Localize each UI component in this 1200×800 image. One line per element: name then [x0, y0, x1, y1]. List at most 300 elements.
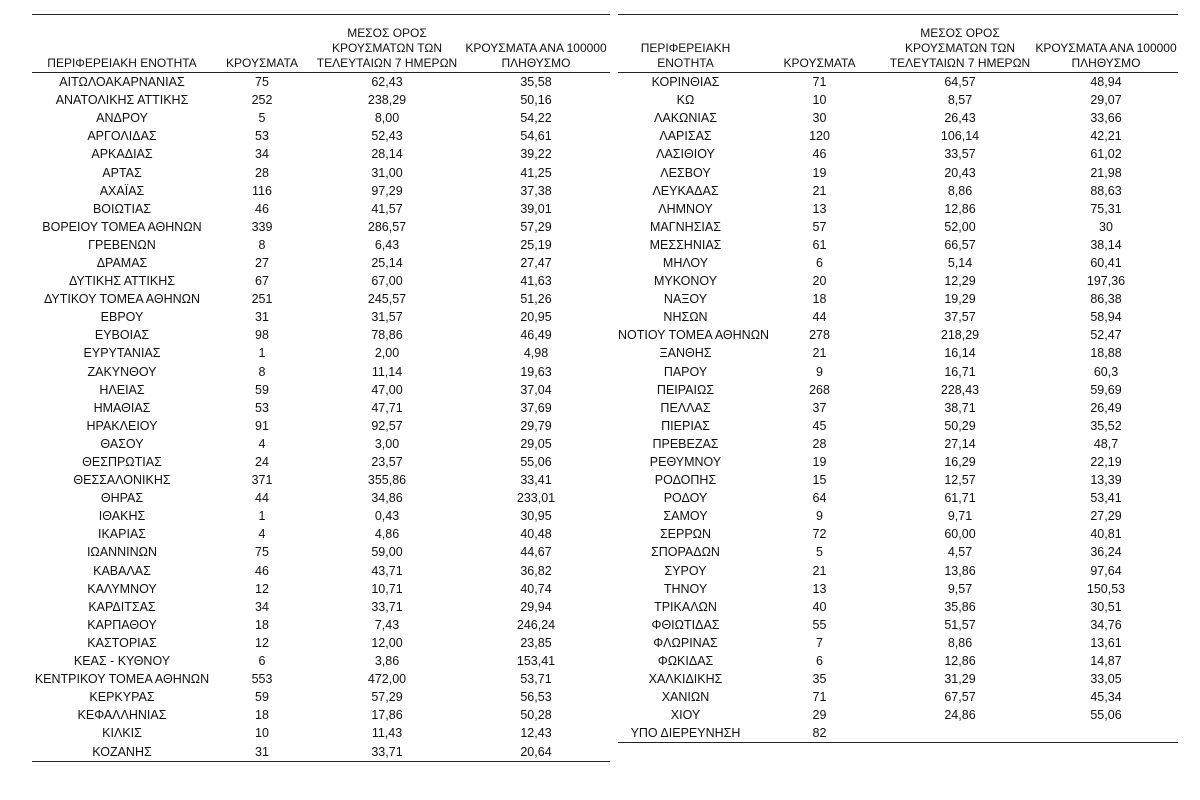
cell-per100k: 33,66 — [1090, 111, 1122, 126]
cell-region: ΜΕΣΣΗΝΙΑΣ — [649, 237, 722, 252]
cell-avg7: 12,86 — [944, 654, 976, 669]
cell-avg7: 8,57 — [947, 93, 973, 108]
cell-per100k: 57,29 — [520, 219, 552, 234]
table-row — [618, 73, 1178, 91]
table-row — [32, 688, 610, 706]
cell-region: ΖΑΚΥΝΘΟΥ — [87, 364, 157, 379]
cell-per100k: 97,64 — [1090, 563, 1122, 578]
table-row — [618, 91, 1178, 109]
cell-cases: 29 — [812, 708, 827, 723]
table-row — [618, 507, 1178, 525]
cell-avg7: 61,71 — [944, 491, 976, 506]
header-cases: ΚΡΟΥΣΜΑΤΑ — [783, 56, 856, 70]
cell-per100k: 13,61 — [1090, 635, 1122, 650]
cell-avg7: 66,57 — [944, 237, 976, 252]
cell-cases: 1 — [258, 346, 266, 361]
table-row — [32, 91, 610, 109]
cell-region: ΛΑΡΙΣΑΣ — [659, 129, 712, 144]
cell-region: ΑΡΚΑΔΙΑΣ — [91, 147, 153, 162]
cell-per100k: 60,3 — [1093, 364, 1119, 379]
table-body — [618, 73, 1178, 742]
table-body — [32, 73, 610, 761]
cell-per100k: 13,39 — [1090, 473, 1122, 488]
cell-per100k: 37,04 — [520, 382, 552, 397]
cell-avg7: 5,14 — [947, 255, 973, 270]
cell-per100k: 59,69 — [1090, 382, 1122, 397]
table-row — [618, 652, 1178, 670]
cell-avg7: 59,00 — [371, 545, 403, 560]
cell-avg7: 3,86 — [374, 654, 400, 669]
table-row — [32, 525, 610, 543]
cell-avg7: 6,43 — [374, 237, 400, 252]
cell-region: ΕΒΡΟΥ — [100, 310, 144, 325]
cell-per100k: 41,25 — [520, 165, 552, 180]
cell-per100k: 40,48 — [520, 527, 552, 542]
cell-cases: 40 — [812, 599, 827, 614]
cell-region: ΚΑΒΑΛΑΣ — [93, 563, 151, 578]
cell-region: ΒΟΙΩΤΙΑΣ — [92, 201, 152, 216]
cell-cases: 21 — [812, 346, 827, 361]
cell-cases: 34 — [255, 599, 269, 614]
cell-region: ΚΕΡΚΥΡΑΣ — [89, 690, 155, 705]
cell-per100k: 27,29 — [1090, 509, 1122, 524]
table-header — [618, 15, 1178, 73]
cell-cases: 6 — [816, 654, 823, 669]
cell-avg7: 218,29 — [940, 328, 980, 343]
table-row — [618, 525, 1178, 543]
cell-avg7: 12,57 — [944, 473, 976, 488]
cell-per100k: 37,69 — [520, 400, 552, 415]
cell-cases: 12 — [255, 635, 269, 650]
table-row — [618, 489, 1178, 507]
left-table — [32, 14, 610, 762]
cell-avg7: 17,86 — [371, 708, 403, 723]
cell-region: ΑΡΤΑΣ — [102, 165, 142, 180]
cell-avg7: 4,57 — [947, 545, 973, 560]
cell-per100k: 55,06 — [1090, 708, 1122, 723]
cell-per100k: 55,06 — [520, 455, 552, 470]
cell-cases: 75 — [255, 545, 269, 560]
table-row — [618, 272, 1178, 290]
cell-region: ΘΑΣΟΥ — [100, 436, 144, 451]
cell-region: ΡΟΔΟΥ — [663, 491, 708, 506]
cell-region: ΘΗΡΑΣ — [100, 491, 144, 506]
cell-region: ΚΙΛΚΙΣ — [102, 726, 142, 741]
cell-cases: 8 — [258, 364, 266, 379]
cell-region: ΛΑΚΩΝΙΑΣ — [654, 111, 717, 126]
cell-per100k: 52,47 — [1090, 328, 1122, 343]
cell-cases: 21 — [812, 183, 827, 198]
table-row — [32, 706, 610, 724]
table-row — [618, 308, 1178, 326]
cell-avg7: 43,71 — [371, 563, 403, 578]
table-row — [32, 435, 610, 453]
cell-region: ΠΕΙΡΑΙΩΣ — [656, 382, 715, 397]
cell-avg7: 355,86 — [367, 473, 407, 488]
cell-cases: 31 — [255, 744, 269, 759]
cell-region: ΑΧΑΪΑΣ — [99, 183, 145, 198]
cell-avg7: 47,71 — [371, 400, 403, 415]
cell-per100k: 29,05 — [520, 436, 552, 451]
cell-cases: 27 — [255, 255, 269, 270]
cell-cases: 55 — [812, 617, 827, 632]
cell-cases: 91 — [255, 418, 269, 433]
header-per100k: ΚΡΟΥΣΜΑΤΑ ΑΝΑ 100000 ΠΛΗΘΥΣΜΟ — [465, 41, 607, 70]
cell-per100k: 27,47 — [520, 255, 552, 270]
cell-region: ΣΥΡΟΥ — [664, 563, 707, 578]
table-row — [618, 290, 1178, 308]
cell-cases: 339 — [251, 219, 273, 234]
cell-region: ΤΗΝΟΥ — [663, 581, 708, 596]
table-row — [618, 453, 1178, 471]
cell-avg7: 0,43 — [374, 509, 400, 524]
cell-per100k: 75,31 — [1090, 201, 1122, 216]
cell-cases: 13 — [812, 581, 827, 596]
table-row — [32, 417, 610, 435]
cell-region: ΦΩΚΙΔΑΣ — [657, 654, 714, 669]
cell-avg7: 50,29 — [944, 418, 976, 433]
header-per100k: ΚΡΟΥΣΜΑΤΑ ΑΝΑ 100000 ΠΛΗΘΥΣΜΟ — [1035, 41, 1177, 70]
cell-cases: 59 — [255, 382, 269, 397]
cell-cases: 9 — [816, 509, 823, 524]
cell-avg7: 37,57 — [944, 310, 976, 325]
cell-avg7: 16,71 — [944, 364, 976, 379]
cell-per100k: 50,28 — [520, 708, 552, 723]
cell-per100k: 4,98 — [523, 346, 549, 361]
cell-cases: 34 — [255, 147, 269, 162]
cell-cases: 1 — [258, 509, 266, 524]
table-row — [618, 580, 1178, 598]
cell-cases: 19 — [812, 165, 827, 180]
cell-region: ΜΑΓΝΗΣΙΑΣ — [650, 219, 721, 234]
cell-region: ΝΗΣΩΝ — [663, 310, 708, 325]
cell-region: ΔΡΑΜΑΣ — [96, 255, 148, 270]
table-row — [32, 290, 610, 308]
cell-region: ΛΗΜΝΟΥ — [658, 201, 713, 216]
cell-avg7: 12,86 — [944, 201, 976, 216]
table-row — [618, 381, 1178, 399]
cell-avg7: 8,86 — [947, 183, 973, 198]
table-row — [618, 344, 1178, 362]
cell-avg7: 20,43 — [944, 165, 976, 180]
cell-per100k: 50,16 — [520, 93, 552, 108]
cell-per100k: 40,74 — [520, 581, 552, 596]
cell-per100k: 41,63 — [520, 274, 552, 289]
cell-avg7: 33,57 — [944, 147, 976, 162]
table-row — [32, 182, 610, 200]
cell-avg7: 23,57 — [371, 455, 403, 470]
cell-region: ΦΘΙΩΤΙΔΑΣ — [651, 617, 720, 632]
cell-region: ΦΛΩΡΙΝΑΣ — [653, 635, 718, 650]
table-row — [32, 163, 610, 181]
cell-cases: 553 — [251, 672, 273, 687]
table-row — [618, 163, 1178, 181]
table-row — [618, 399, 1178, 417]
table-row — [32, 73, 610, 91]
cell-per100k: 46,49 — [520, 328, 552, 343]
cell-region: ΠΕΛΛΑΣ — [660, 400, 711, 415]
cell-per100k: 34,76 — [1090, 617, 1122, 632]
table-row — [32, 272, 610, 290]
cell-avg7: 8,00 — [374, 111, 400, 126]
table-row — [32, 236, 610, 254]
cell-per100k: 42,21 — [1090, 129, 1122, 144]
cell-cases: 4 — [258, 436, 266, 451]
cell-per100k: 40,81 — [1090, 527, 1122, 542]
table-row — [32, 489, 610, 507]
cell-cases: 53 — [255, 400, 269, 415]
cell-cases: 9 — [816, 364, 823, 379]
cell-avg7: 31,57 — [371, 310, 403, 325]
cell-per100k: 48,7 — [1093, 436, 1119, 451]
cell-region: ΗΛΕΙΑΣ — [99, 382, 145, 397]
cell-per100k: 21,98 — [1090, 165, 1122, 180]
cell-cases: 44 — [255, 491, 269, 506]
cell-cases: 28 — [255, 165, 269, 180]
cell-region: ΞΑΝΘΗΣ — [659, 346, 712, 361]
table-row — [618, 182, 1178, 200]
cell-region: ΗΜΑΘΙΑΣ — [93, 400, 151, 415]
table-row — [32, 254, 610, 272]
table-row — [618, 254, 1178, 272]
cell-avg7: 33,71 — [371, 599, 403, 614]
table-row — [32, 634, 610, 652]
cell-region: ΓΡΕΒΕΝΩΝ — [88, 237, 156, 252]
cell-per100k: 26,49 — [1090, 400, 1122, 415]
cell-cases: 31 — [255, 310, 269, 325]
table-row — [618, 326, 1178, 344]
cell-region: ΚΕΦΑΛΛΗΝΙΑΣ — [77, 708, 167, 723]
cell-per100k: 23,85 — [520, 635, 552, 650]
cell-avg7: 4,86 — [374, 527, 400, 542]
cell-per100k: 246,24 — [516, 617, 556, 632]
cell-cases: 28 — [812, 436, 827, 451]
cell-cases: 13 — [812, 201, 827, 216]
cell-per100k: 20,95 — [520, 310, 552, 325]
table-row — [32, 724, 610, 742]
cell-cases: 30 — [812, 111, 827, 126]
table-row — [32, 507, 610, 525]
table-row — [618, 670, 1178, 688]
cell-per100k: 197,36 — [1086, 274, 1126, 289]
table-row — [618, 200, 1178, 218]
cell-per100k: 61,02 — [1090, 147, 1122, 162]
cell-avg7: 97,29 — [371, 183, 403, 198]
cell-cases: 10 — [255, 726, 269, 741]
header-region: ΠΕΡΙΦΕΡΕΙΑΚΗ ΕΝΟΤΗΤΑ — [47, 56, 197, 70]
cell-region: ΘΕΣΣΑΛΟΝΙΚΗΣ — [73, 473, 171, 488]
cell-region: ΛΕΣΒΟΥ — [660, 165, 711, 180]
cell-avg7: 33,71 — [371, 744, 403, 759]
cell-avg7: 9,71 — [947, 509, 973, 524]
cell-cases: 15 — [812, 473, 827, 488]
cell-avg7: 78,86 — [371, 328, 403, 343]
cell-region: ΣΕΡΡΩΝ — [659, 527, 712, 542]
cell-region: ΙΘΑΚΗΣ — [98, 509, 146, 524]
table-row — [32, 363, 610, 381]
cell-avg7: 57,29 — [371, 690, 403, 705]
table-row — [618, 634, 1178, 652]
cell-avg7: 7,43 — [374, 617, 400, 632]
table-row — [618, 417, 1178, 435]
cell-region: ΤΡΙΚΑΛΩΝ — [654, 599, 717, 614]
table-row — [32, 670, 610, 688]
cell-per100k: 39,01 — [520, 201, 552, 216]
cell-region: ΛΑΣΙΘΙΟΥ — [656, 147, 715, 162]
cell-region: ΚΟΖΑΝΗΣ — [92, 744, 152, 759]
cell-per100k: 88,63 — [1090, 183, 1122, 198]
cell-cases: 46 — [812, 147, 827, 162]
cell-avg7: 52,43 — [371, 129, 403, 144]
cell-avg7: 16,14 — [944, 346, 976, 361]
table-row — [32, 742, 610, 760]
header-avg7: ΜΕΣΟΣ ΟΡΟΣ ΚΡΟΥΣΜΑΤΩΝ ΤΩΝ ΤΕΛΕΥΤΑΙΩΝ 7 ΗΜΕΡΩΝ — [889, 26, 1031, 70]
cell-region: ΚΑΡΔΙΤΣΑΣ — [88, 599, 156, 614]
cell-avg7: 25,14 — [371, 255, 403, 270]
cell-region: ΚΕΑΣ - ΚΥΘΝΟΥ — [73, 654, 171, 669]
cell-cases: 268 — [809, 382, 830, 397]
cell-cases: 61 — [812, 237, 827, 252]
table-row — [32, 218, 610, 236]
cell-per100k: 33,41 — [520, 473, 552, 488]
cell-cases: 67 — [255, 274, 269, 289]
cell-cases: 44 — [812, 310, 827, 325]
cell-avg7: 38,71 — [944, 400, 976, 415]
table-row — [32, 580, 610, 598]
cell-cases: 10 — [812, 93, 827, 108]
cell-per100k: 19,63 — [520, 364, 552, 379]
cell-avg7: 28,14 — [371, 147, 403, 162]
cell-avg7: 47,00 — [371, 382, 403, 397]
cell-cases: 35 — [812, 672, 827, 687]
cell-cases: 6 — [816, 255, 823, 270]
cell-avg7: 3,00 — [374, 436, 400, 451]
cell-avg7: 67,00 — [371, 274, 403, 289]
cell-avg7: 31,29 — [944, 672, 976, 687]
cell-avg7: 27,14 — [944, 436, 976, 451]
cell-per100k: 86,38 — [1090, 292, 1122, 307]
cell-region: ΑΡΓΟΛΙΔΑΣ — [87, 129, 157, 144]
cell-region: ΙΚΑΡΙΑΣ — [97, 527, 147, 542]
table-row — [32, 308, 610, 326]
cell-region: ΛΕΥΚΑΔΑΣ — [652, 183, 719, 198]
cell-per100k: 35,58 — [520, 75, 552, 90]
cell-cases: 82 — [812, 726, 827, 741]
table-row — [618, 236, 1178, 254]
table-row — [32, 562, 610, 580]
table-row — [618, 127, 1178, 145]
cell-per100k: 233,01 — [516, 491, 556, 506]
cell-region: ΚΑΛΥΜΝΟΥ — [87, 581, 157, 596]
table-row — [618, 218, 1178, 236]
cell-per100k: 45,34 — [1090, 690, 1122, 705]
cell-avg7: 12,29 — [944, 274, 976, 289]
cell-region: ΝΑΞΟΥ — [663, 292, 708, 307]
cell-region: ΥΠΟ ΔΙΕΡΕΥΝΗΣΗ — [630, 726, 741, 741]
cell-avg7: 26,43 — [944, 111, 976, 126]
cell-region: ΕΥΒΟΙΑΣ — [94, 328, 150, 343]
cell-per100k: 33,05 — [1090, 672, 1122, 687]
cell-per100k: 39,22 — [520, 147, 552, 162]
table-row — [32, 471, 610, 489]
cell-cases: 7 — [816, 635, 823, 650]
cell-region: ΒΟΡΕΙΟΥ ΤΟΜΕΑ ΑΘΗΝΩΝ — [42, 219, 202, 234]
cell-cases: 278 — [809, 328, 830, 343]
cell-region: ΚΩ — [676, 93, 695, 108]
cell-per100k: 51,26 — [520, 292, 552, 307]
cell-per100k: 53,41 — [1090, 491, 1122, 506]
cell-per100k: 25,19 — [520, 237, 552, 252]
cell-cases: 71 — [812, 690, 827, 705]
cell-avg7: 67,57 — [944, 690, 976, 705]
cell-per100k: 12,43 — [520, 726, 552, 741]
table-row — [32, 109, 610, 127]
cell-per100k: 29,07 — [1090, 93, 1122, 108]
cell-avg7: 31,00 — [371, 165, 403, 180]
cell-avg7: 11,14 — [371, 364, 403, 379]
cell-region: ΧΑΝΙΩΝ — [661, 690, 710, 705]
cell-region: ΣΑΜΟΥ — [663, 509, 708, 524]
cell-cases: 72 — [812, 527, 827, 542]
cell-avg7: 9,57 — [947, 581, 973, 596]
cell-cases: 57 — [812, 219, 827, 234]
table-row — [32, 127, 610, 145]
cell-cases: 46 — [255, 201, 269, 216]
cell-avg7: 10,71 — [371, 581, 403, 596]
cell-avg7: 238,29 — [367, 93, 407, 108]
cell-avg7: 52,00 — [944, 219, 976, 234]
cell-per100k: 18,88 — [1090, 346, 1122, 361]
cell-cases: 98 — [255, 328, 269, 343]
table-row — [32, 344, 610, 362]
cell-cases: 46 — [255, 563, 269, 578]
cell-region: ΔΥΤΙΚΗΣ ΑΤΤΙΚΗΣ — [69, 274, 175, 289]
cell-avg7: 13,86 — [944, 563, 976, 578]
cell-avg7: 35,86 — [944, 599, 976, 614]
cell-per100k: 58,94 — [1090, 310, 1122, 325]
table-row — [618, 616, 1178, 634]
cell-region: ΙΩΑΝΝΙΝΩΝ — [86, 545, 158, 560]
cell-cases: 252 — [251, 93, 273, 108]
cell-region: ΗΡΑΚΛΕΙΟΥ — [86, 418, 158, 433]
cell-region: ΝΟΤΙΟΥ ΤΟΜΕΑ ΑΘΗΝΩΝ — [618, 328, 770, 343]
cell-region: ΕΥΡΥΤΑΝΙΑΣ — [83, 346, 161, 361]
cell-cases: 6 — [258, 654, 266, 669]
cell-region: ΡΟΔΟΠΗΣ — [654, 473, 717, 488]
table-row — [32, 543, 610, 561]
table-row — [32, 200, 610, 218]
cell-per100k: 29,94 — [520, 599, 552, 614]
cell-per100k: 38,14 — [1090, 237, 1122, 252]
cell-cases: 5 — [816, 545, 823, 560]
cell-avg7: 12,00 — [371, 635, 403, 650]
header-avg7: ΜΕΣΟΣ ΟΡΟΣ ΚΡΟΥΣΜΑΤΩΝ ΤΩΝ ΤΕΛΕΥΤΑΙΩΝ 7 ΗΜΕΡΩΝ — [316, 26, 458, 70]
cell-avg7: 34,86 — [371, 491, 403, 506]
cell-region: ΧΙΟΥ — [670, 708, 701, 723]
right-table — [618, 14, 1178, 743]
table-row — [618, 706, 1178, 724]
table-row — [32, 598, 610, 616]
cell-cases: 4 — [258, 527, 266, 542]
header-region: ΠΕΡΙΦΕΡΕΙΑΚΗ ΕΝΟΤΗΤΑ — [640, 41, 731, 70]
table-row — [32, 616, 610, 634]
cell-avg7: 16,29 — [944, 455, 976, 470]
cell-avg7: 60,00 — [944, 527, 976, 542]
cell-region: ΠΡΕΒΕΖΑΣ — [652, 436, 719, 451]
cell-cases: 5 — [258, 111, 266, 126]
table-row — [32, 399, 610, 417]
table-row — [32, 145, 610, 163]
